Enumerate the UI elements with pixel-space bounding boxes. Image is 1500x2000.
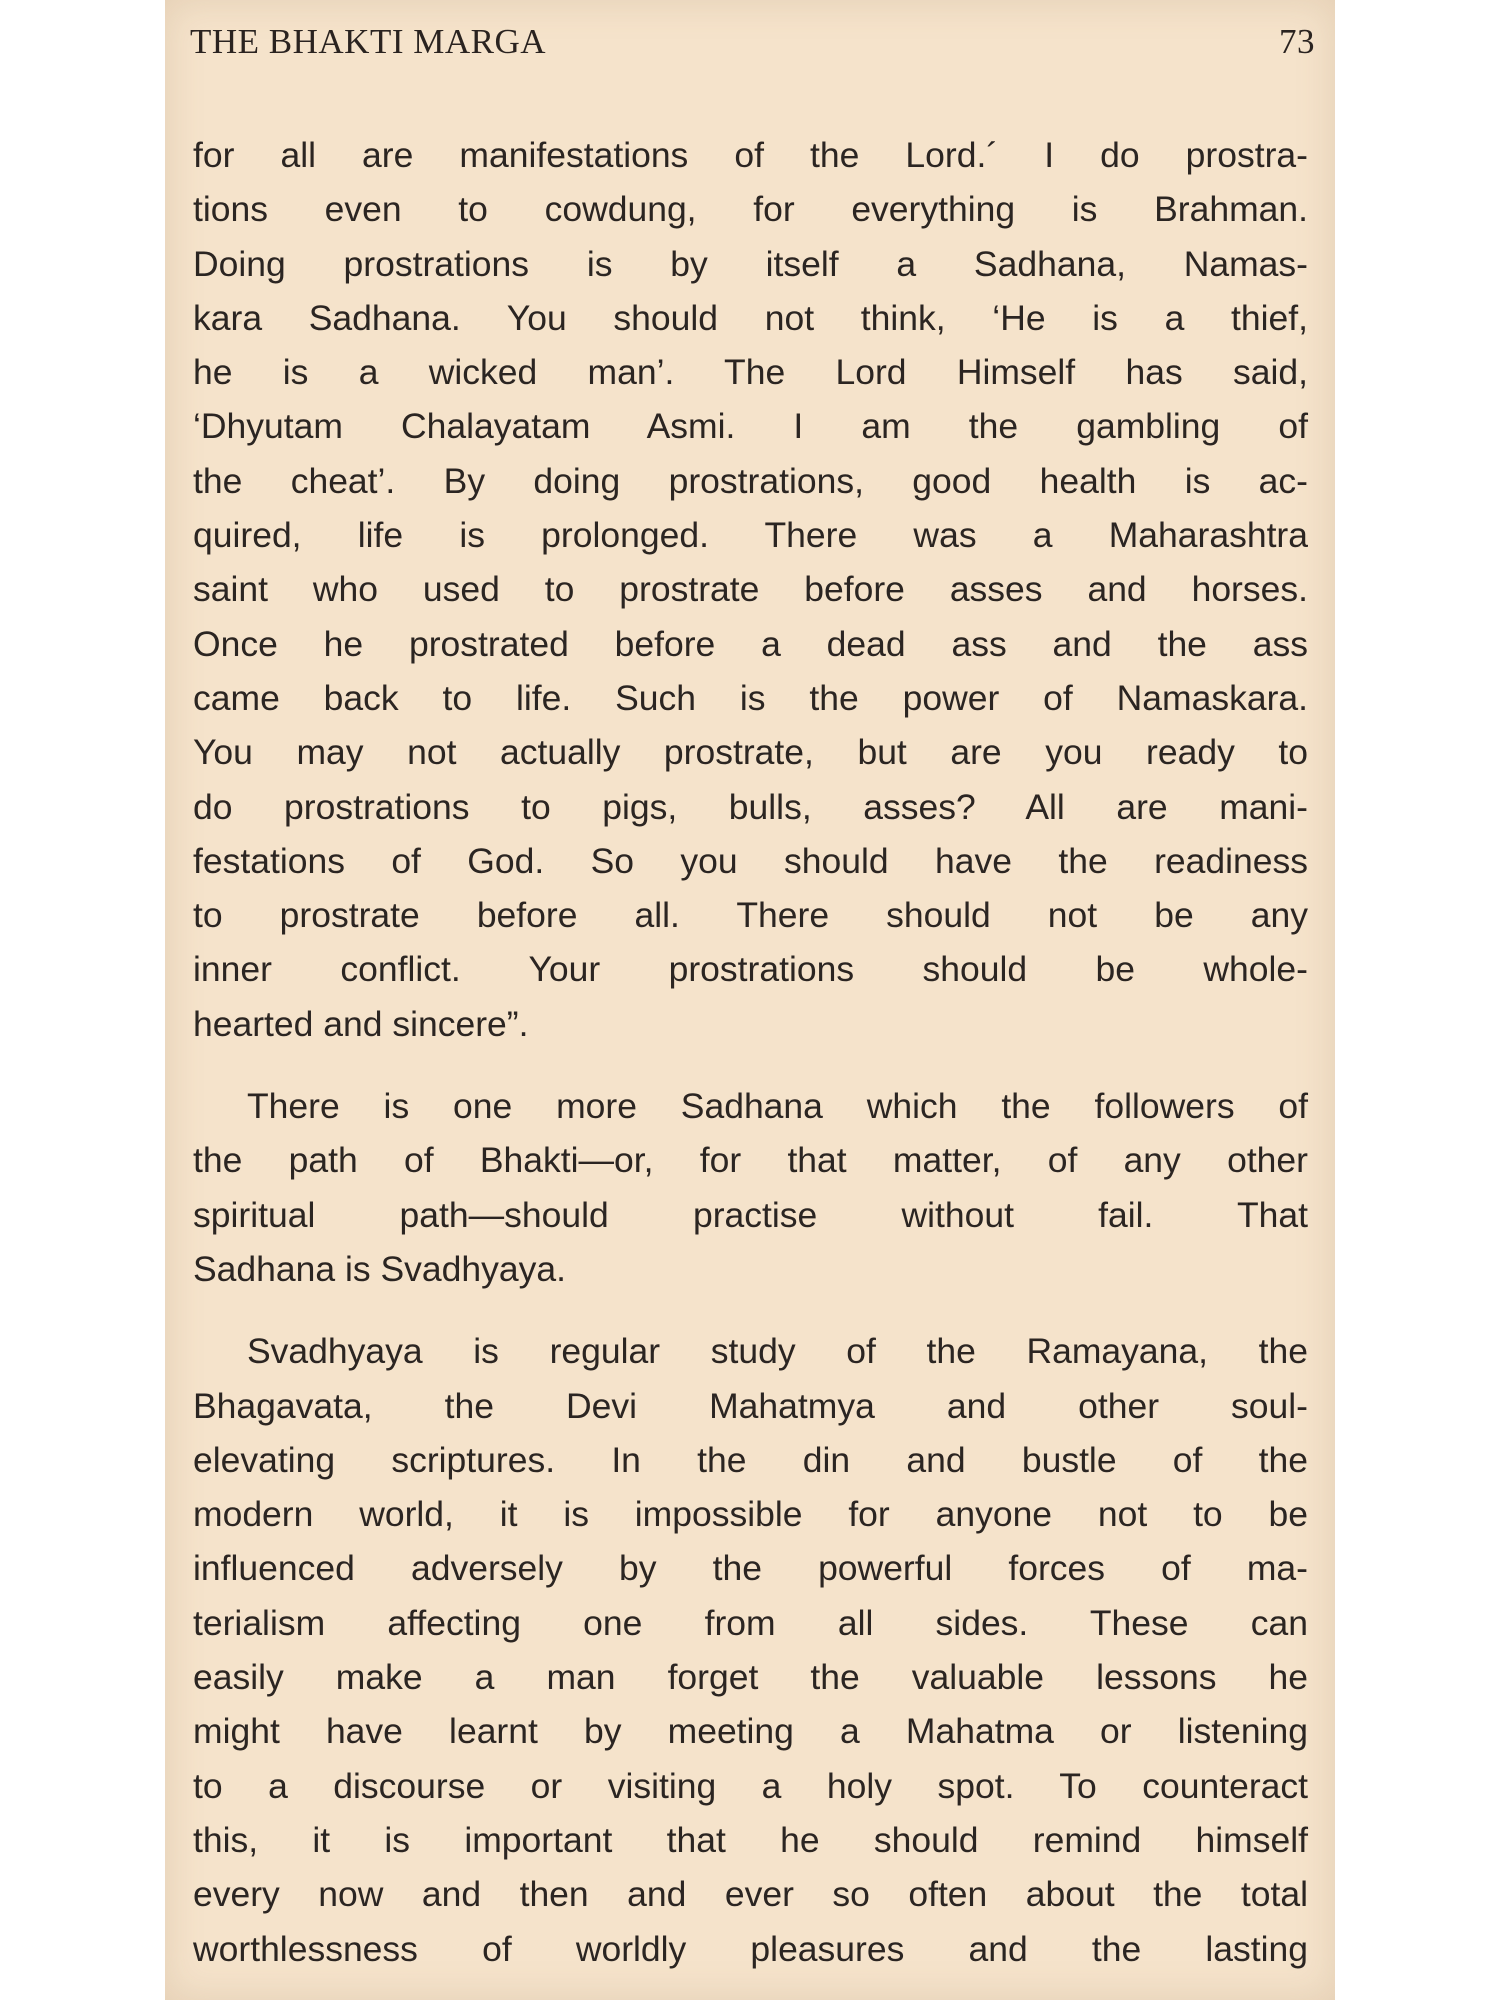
running-head-title: THE BHAKTI MARGA: [190, 22, 547, 61]
text-line: Sadhana is Svadhyaya.: [193, 1248, 567, 1289]
page-body: [193, 128, 1308, 1976]
text-line: to a discourse or visiting a holy spot. To counteract: [193, 1765, 1308, 1806]
text-line: modern world, it is impossible for anyone not to be: [193, 1494, 1308, 1535]
text-line: tions even to cowdung, for everything is Brahman.: [193, 189, 1308, 230]
text-line: spiritual path—should practise without fail. That: [193, 1194, 1308, 1235]
text-line: he is a wicked man’. The Lord Himself has said,: [193, 352, 1308, 393]
text-line: quired, life is prolonged. There was a Maharashtra: [193, 515, 1308, 556]
text-line: for all are manifestations of the Lord.´ I do prostra-: [193, 135, 1308, 175]
text-line: terialism affecting one from all sides. These can: [193, 1602, 1308, 1643]
page-number: 73: [1279, 22, 1315, 61]
paragraph-3: [193, 1324, 1308, 1976]
running-header: [190, 22, 1315, 72]
text-line: inner conflict. Your prostrations should be whole-: [193, 949, 1308, 990]
text-line: kara Sadhana. You should not think, ‘He is a thief,: [193, 297, 1308, 338]
paragraph-1: [193, 128, 1308, 1051]
text-line: Bhagavata, the Devi Mahatmya and other soul-: [193, 1385, 1308, 1426]
text-line: this, it is important that he should remind himself: [193, 1819, 1308, 1860]
text-line: influenced adversely by the powerful forces of ma-: [193, 1548, 1308, 1589]
text-line: the cheat’. By doing prostrations, good health is ac-: [193, 460, 1308, 501]
text-line: do prostrations to pigs, bulls, asses? All are mani-: [193, 786, 1308, 827]
text-line: There is one more Sadhana which the followers of: [247, 1086, 1308, 1127]
text-line: You may not actually prostrate, but are you ready to: [193, 732, 1308, 773]
text-line: the path of Bhakti—or, for that matter, of any other: [193, 1140, 1308, 1181]
text-line: hearted and sincere”.: [193, 1003, 529, 1044]
text-line: Svadhyaya is regular study of the Ramayana, the: [247, 1331, 1308, 1372]
text-line: every now and then and ever so often about the total: [193, 1874, 1308, 1915]
text-line: worthlessness of worldly pleasures and the lasting: [193, 1928, 1308, 1969]
text-line: saint who used to prostrate before asses and horses.: [193, 569, 1308, 610]
text-line: might have learnt by meeting a Mahatma or listening: [193, 1711, 1308, 1752]
text-line: came back to life. Such is the power of Namaskara.: [193, 677, 1308, 718]
book-page: [165, 0, 1335, 2000]
text-line: Once he prostrated before a dead ass and the ass: [193, 623, 1308, 664]
paragraph-2: [193, 1079, 1308, 1296]
text-line: elevating scriptures. In the din and bustle of the: [193, 1439, 1308, 1480]
text-line: Doing prostrations is by itself a Sadhana, Namas-: [193, 243, 1308, 284]
text-line: festations of God. So you should have the readiness: [193, 840, 1308, 881]
text-line: easily make a man forget the valuable lessons he: [193, 1657, 1308, 1698]
text-line: ‘Dhyutam Chalayatam Asmi. I am the gambling of: [193, 406, 1308, 447]
text-line: to prostrate before all. There should not be any: [193, 895, 1308, 936]
